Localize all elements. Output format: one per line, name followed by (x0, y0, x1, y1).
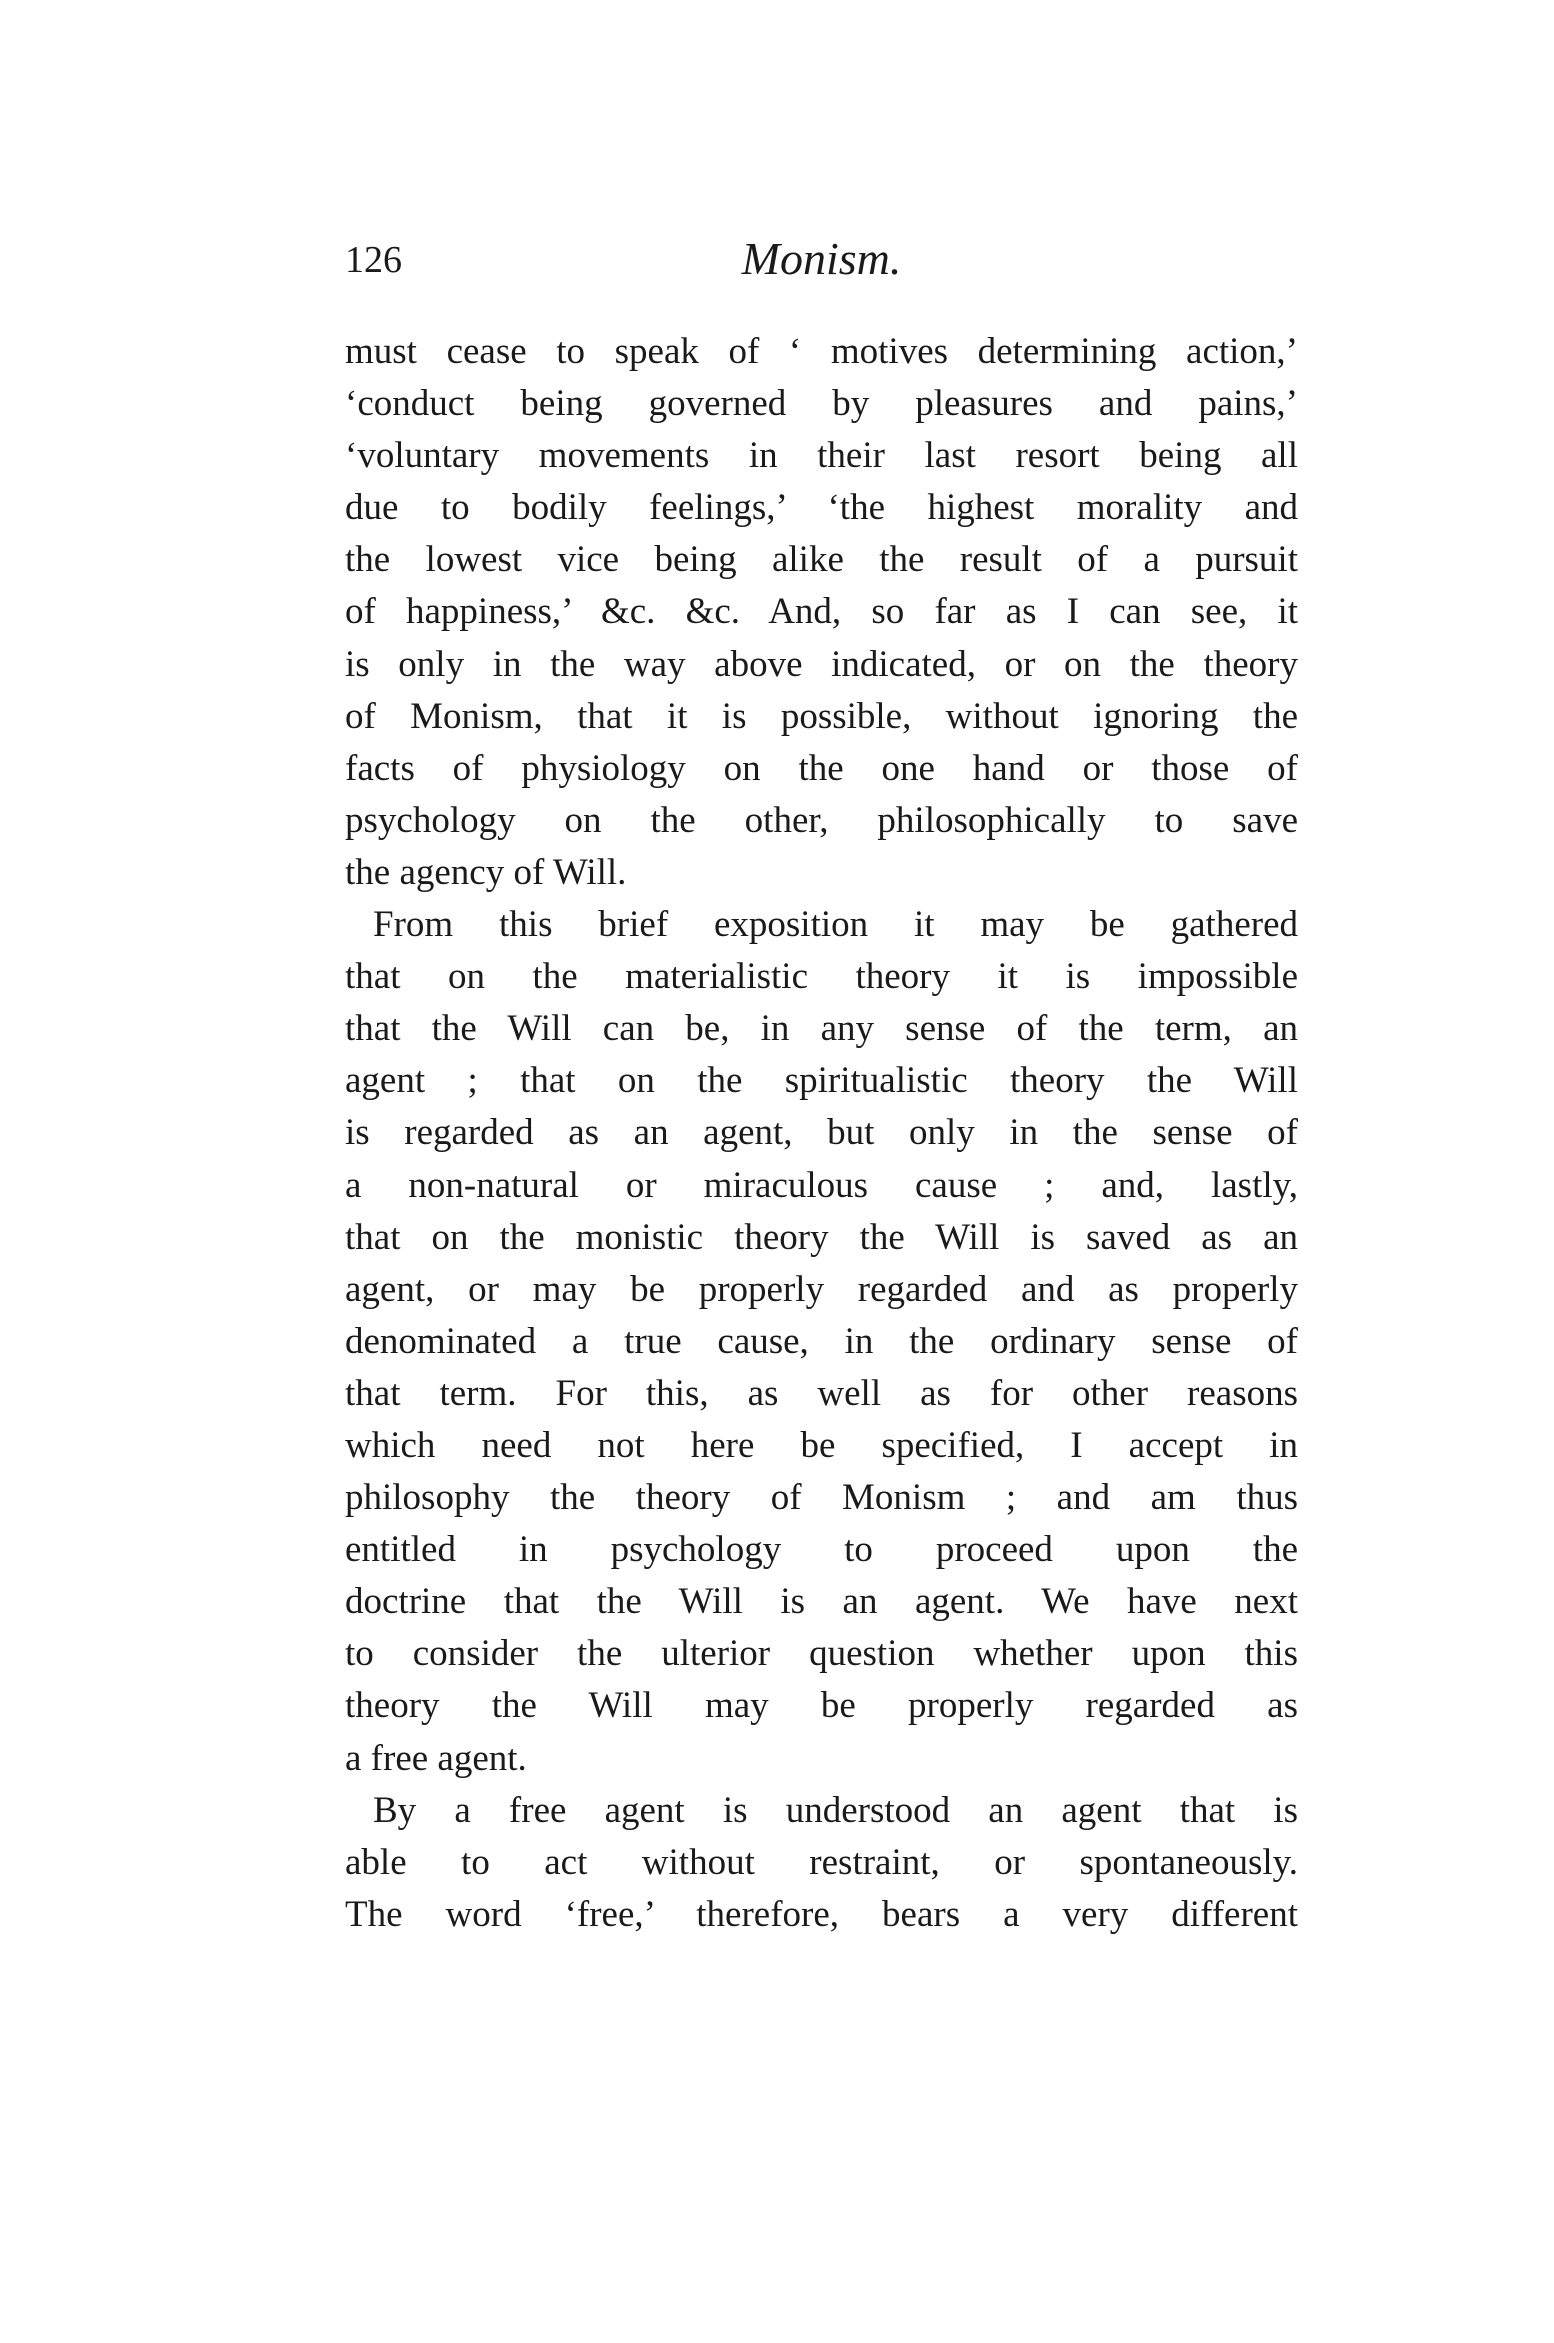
text-line: to consider the ulterior question whether upon this (345, 1633, 1298, 1675)
text-line: From this brief exposition it may be gathered (373, 904, 1298, 946)
text-line: agent, or may be properly regarded and as properly (345, 1268, 1298, 1310)
page-body-text (345, 326, 1298, 1941)
text-line: denominated a true cause, in the ordinary sense of (345, 1320, 1298, 1362)
text-line: ‘conduct being governed by pleasures and pains,’ (345, 383, 1298, 425)
text-line: of Monism, that it is possible, without ignoring the (345, 695, 1298, 737)
text-line: agent ; that on the spiritualistic theory the Will (345, 1060, 1298, 1102)
text-line: must cease to speak of ‘ motives determining action,’ (345, 331, 1298, 372)
text-line: that on the monistic theory the Will is saved as an (345, 1216, 1298, 1258)
text-line: able to act without restraint, or spontaneously. (345, 1841, 1298, 1883)
text-line: is only in the way above indicated, or on the theory (345, 643, 1298, 685)
text-line: the lowest vice being alike the result of a pursuit (345, 539, 1298, 581)
text-line: due to bodily feelings,’ ‘the highest morality and (345, 487, 1298, 529)
text-line: the agency of Will. (345, 851, 627, 893)
text-line: that term. For this, as well as for other reasons (345, 1372, 1298, 1414)
text-line: of happiness,’ &c. &c. And, so far as I can see, it (345, 591, 1298, 633)
text-line: theory the Will may be properly regarded as (345, 1685, 1298, 1727)
text-line: a free agent. (345, 1737, 527, 1779)
running-title: Monism. (741, 233, 902, 284)
text-line: philosophy the theory of Monism ; and am thus (345, 1477, 1298, 1519)
text-line: that on the materialistic theory it is impossible (345, 956, 1298, 998)
text-line: By a free agent is understood an agent that is (373, 1789, 1298, 1831)
text-line: facts of physiology on the one hand or those of (345, 747, 1298, 789)
text-line: that the Will can be, in any sense of the term, an (345, 1008, 1298, 1050)
page-header (345, 232, 1298, 292)
text-line: psychology on the other, philosophically to save (345, 799, 1298, 841)
text-line: a non-natural or miraculous cause ; and, lastly, (345, 1164, 1298, 1206)
page-number: 126 (345, 239, 402, 281)
text-line: doctrine that the Will is an agent. We have next (345, 1581, 1298, 1623)
text-line: The word ‘free,’ therefore, bears a very different (345, 1893, 1298, 1935)
text-line: is regarded as an agent, but only in the sense of (345, 1112, 1298, 1154)
text-line: entitled in psychology to proceed upon the (345, 1529, 1298, 1571)
text-line: ‘voluntary movements in their last resort being all (345, 435, 1298, 477)
text-line: which need not here be specified, I accept in (345, 1424, 1298, 1466)
